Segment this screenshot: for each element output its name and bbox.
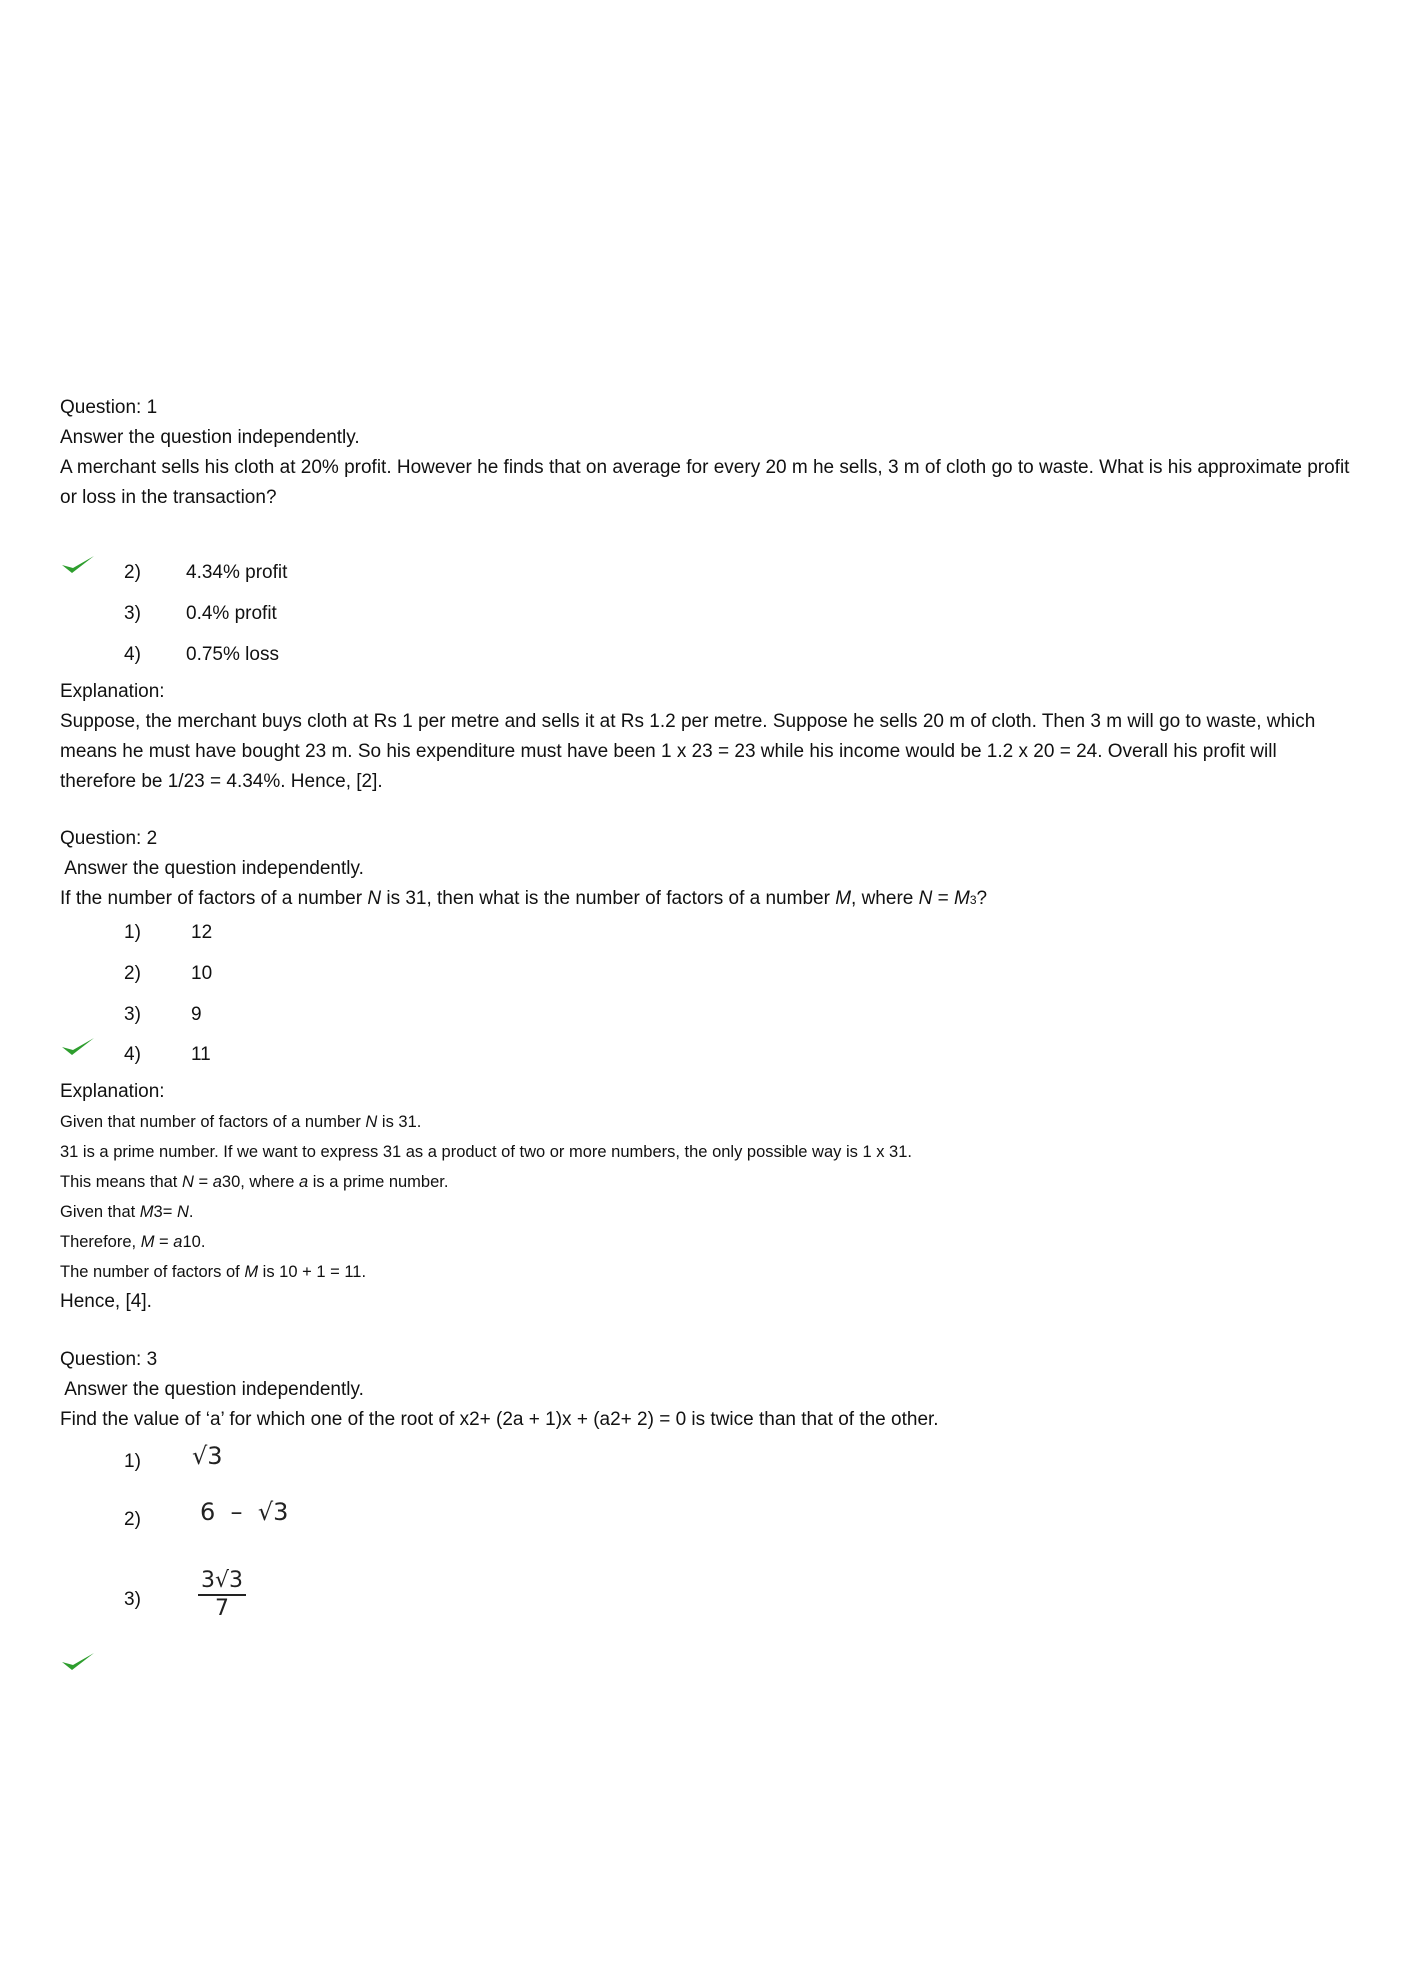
q2-heading: Question: 2 <box>60 828 158 849</box>
q1-explanation: Suppose, the merchant buys cloth at Rs 1 per metre and sells it at Rs 1.2 per metre. Suppose he sells 20 m of cloth. Then 3 m will go to waste, which means he must have bought 23 m. So his expenditure must have been 1 x 23 = 23 while his income would be 1.2 x 20 = 24. Overall his profit will therefore be 1/23 = 4.34%. Hence, [2]. <box>60 711 1316 792</box>
q2-explanation-line: Therefore, M = a10. <box>60 1233 206 1251</box>
q2-explanation-line: Given that M3= N. <box>60 1203 194 1221</box>
q2-conclusion: Hence, [4]. <box>60 1291 152 1312</box>
q1-option-value: 4.34% profit <box>186 562 288 583</box>
q2-option-num: 3) <box>124 1004 141 1025</box>
q3-option-fraction <box>198 1568 246 1622</box>
q1-heading: Question: 1 <box>60 397 158 418</box>
q3-heading: Question: 3 <box>60 1349 158 1370</box>
q1-option-num: 2) <box>124 562 141 583</box>
q1-instruction: Answer the question independently. <box>60 427 360 448</box>
q2-instruction: Answer the question independently. <box>60 858 364 879</box>
q2-option-value: 10 <box>191 963 213 984</box>
q2-explanation-line: The number of factors of M is 10 + 1 = 11. <box>60 1263 367 1281</box>
q1-option-value: 0.75% loss <box>186 644 279 665</box>
q1-option-value: 0.4% profit <box>186 603 277 624</box>
q2-explanation-line: This means that N = a30, where a is a prime number. <box>60 1173 449 1191</box>
q2-explanation-line: Given that number of factors of a number N is 31. <box>60 1113 422 1131</box>
q3-option-math: 6 – √3 <box>200 1498 289 1526</box>
q2-option-value: 12 <box>191 922 213 943</box>
q3-option-math: √3 <box>192 1442 223 1470</box>
q2-option-num: 1) <box>124 922 141 943</box>
q2-option-value: 11 <box>191 1044 211 1065</box>
q2-option-value: 9 <box>191 1004 202 1025</box>
q3-instruction: Answer the question independently. <box>60 1379 364 1400</box>
fraction-numerator: 3√3 <box>198 1568 246 1596</box>
q3-option-num: 2) <box>124 1509 141 1530</box>
q3-option-num: 1) <box>124 1451 141 1472</box>
check-icon <box>60 1650 96 1676</box>
q1-option-num: 4) <box>124 644 141 665</box>
check-icon <box>60 1035 96 1061</box>
q1-option-num: 3) <box>124 603 141 624</box>
q3-text: Find the value of ‘a’ for which one of the root of x2+ (2a + 1)x + (a2+ 2) = 0 is twice than that of the other. <box>60 1409 939 1430</box>
q1-explanation-label: Explanation: <box>60 681 165 702</box>
check-icon <box>60 553 96 579</box>
q2-option-num: 2) <box>124 963 141 984</box>
q2-option-num: 4) <box>124 1044 141 1065</box>
fraction-denominator: 7 <box>215 1596 229 1621</box>
q2-text: If the number of factors of a number N is 31, then what is the number of factors of a number M, where N = M3? <box>60 888 988 909</box>
q2-explanation-line: 31 is a prime number. If we want to express 31 as a product of two or more numbers, the only possible way is 1 x 31. <box>60 1143 912 1161</box>
q1-text: A merchant sells his cloth at 20% profit. However he finds that on average for every 20 m he sells, 3 m of cloth go to waste. What is his approximate profit or loss in the transaction? <box>60 457 1350 508</box>
q2-explanation-label: Explanation: <box>60 1081 165 1102</box>
q3-option-num: 3) <box>124 1589 141 1610</box>
